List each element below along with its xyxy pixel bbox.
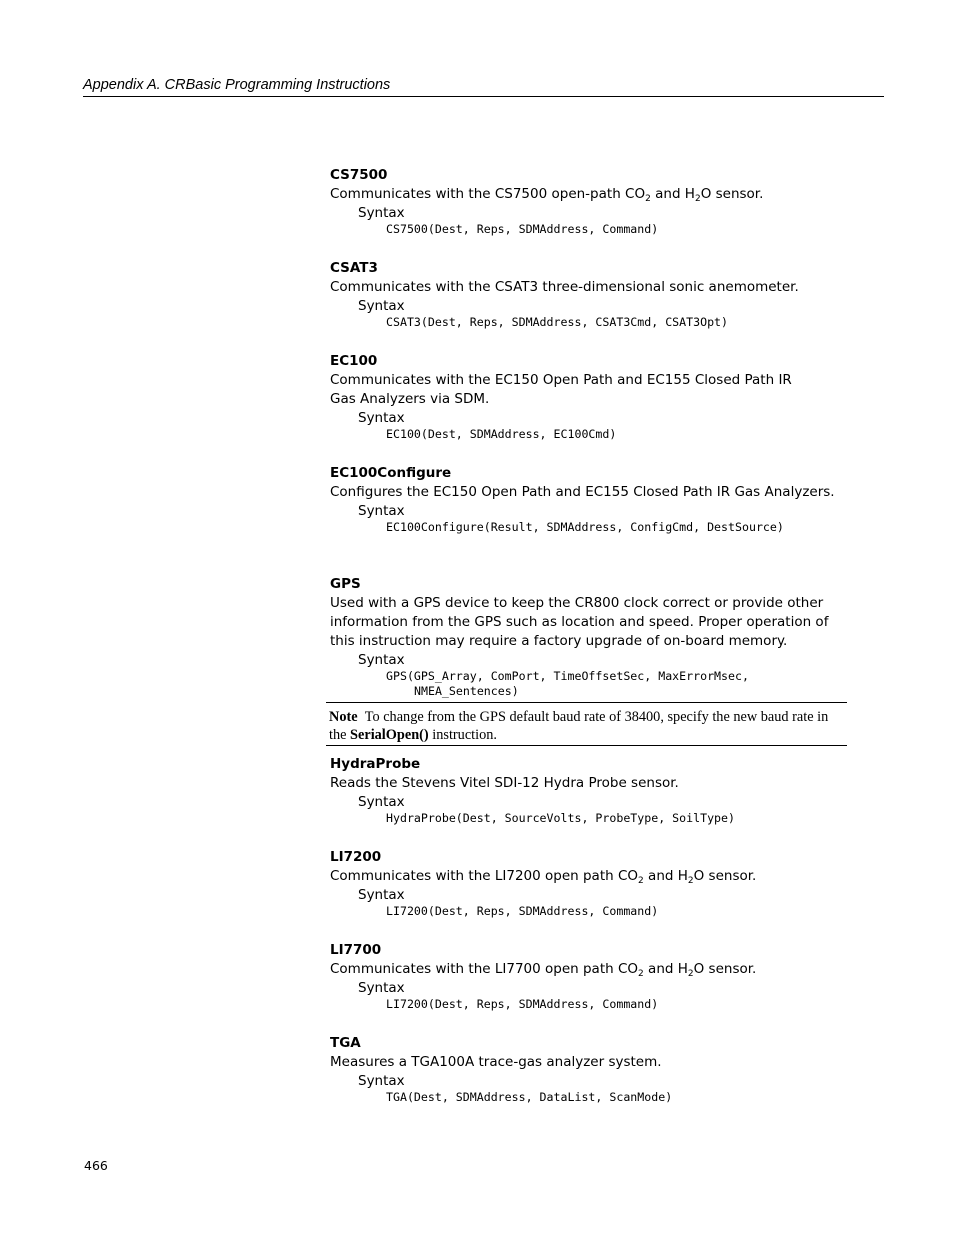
syntax-code: EC100(Dest, SDMAddress, EC100Cmd) [386,427,617,441]
entry-name: CS7500 [330,167,388,183]
entry-name: HydraProbe [330,756,421,772]
entry-description: Reads the Stevens Vitel SDI-12 Hydra Probe sensor. [330,775,679,791]
entry-csat3 [330,259,850,330]
syntax-code: CS7500(Dest, Reps, SDMAddress, Command) [386,222,659,236]
entry-cs7500 [330,166,850,237]
syntax-code: CSAT3(Dest, Reps, SDMAddress, CSAT3Cmd, CSAT3Opt) [386,315,729,329]
syntax-label: Syntax [358,410,405,426]
entry-name: LI7200 [330,849,382,865]
entry-ec100 [330,352,850,442]
entry-description: Communicates with the CS7500 open-path $CO_2$ and $H_2O$ sensor. [330,186,764,204]
entry-name: EC100 [330,353,378,369]
instruction-list-top [330,166,850,699]
entry-li7200 [330,848,850,919]
note-label: Note [329,709,358,725]
entry-li7700 [330,941,850,1012]
syntax-code: LI7200(Dest, Reps, SDMAddress, Command) [386,997,659,1011]
entry-description: Measures a TGA100A trace-gas analyzer system. [330,1054,662,1070]
syntax-label: Syntax [358,298,405,314]
entry-tga [330,1034,850,1105]
header-title: Appendix A. CRBasic Programming Instructions [83,77,391,93]
entry-description: Used with a GPS device to keep the CR800 clock correct or provide other information from the GPS such as location and speed. Proper operation of this instruction may require a factory upgrade of on-board memory. [330,595,829,649]
entry-description: Communicates with the CSAT3 three-dimensional sonic anemometer. [330,279,799,295]
syntax-code: EC100Configure(Result, SDMAddress, ConfigCmd, DestSource) [386,520,784,534]
entry-ec100configure [330,464,850,535]
entry-description: Communicates with the EC150 Open Path and EC155 Closed Path IR Gas Analyzers via SDM. [330,372,792,407]
syntax-label: Syntax [358,887,405,903]
entry-description: Communicates with the LI7200 open path $CO_2$ and $H_2O$ sensor. [330,868,757,886]
note-text-end: instruction. [428,727,497,743]
syntax-label: Syntax [358,652,405,668]
syntax-code: TGA(Dest, SDMAddress, DataList, ScanMode) [386,1090,673,1104]
syntax-label: Syntax [358,794,405,810]
syntax-code: GPS(GPS_Array, ComPort, TimeOffsetSec, MaxErrorMsec, [386,669,749,683]
entry-gps [330,575,850,699]
syntax-code: HydraProbe(Dest, SourceVolts, ProbeType, SoilType) [386,811,736,825]
note-bold: SerialOpen() [350,727,429,743]
syntax-label: Syntax [358,205,405,221]
page-header [83,77,884,97]
entry-name: CSAT3 [330,260,378,276]
syntax-label: Syntax [358,503,405,519]
page-number: 466 [84,1158,108,1173]
syntax-label: Syntax [358,1073,405,1089]
entry-description: Communicates with the LI7700 open path $CO_2$ and $H_2O$ sensor. [330,961,757,979]
entry-name: GPS [330,576,361,592]
entry-name: EC100Configure [330,465,452,481]
entry-name: LI7700 [330,942,382,958]
syntax-code: LI7200(Dest, Reps, SDMAddress, Command) [386,904,659,918]
syntax-code-continuation: NMEA_Sentences) [414,684,519,698]
note-text: To change from the GPS default baud rate of 38400, specify the new baud rate in the [329,709,829,743]
instruction-list-bottom [330,755,850,1105]
entry-description: Configures the EC150 Open Path and EC155 Closed Path IR Gas Analyzers. [330,484,835,500]
note-box [326,702,847,746]
entry-name: TGA [330,1035,361,1051]
syntax-label: Syntax [358,980,405,996]
entry-hydraprobe [330,755,850,826]
